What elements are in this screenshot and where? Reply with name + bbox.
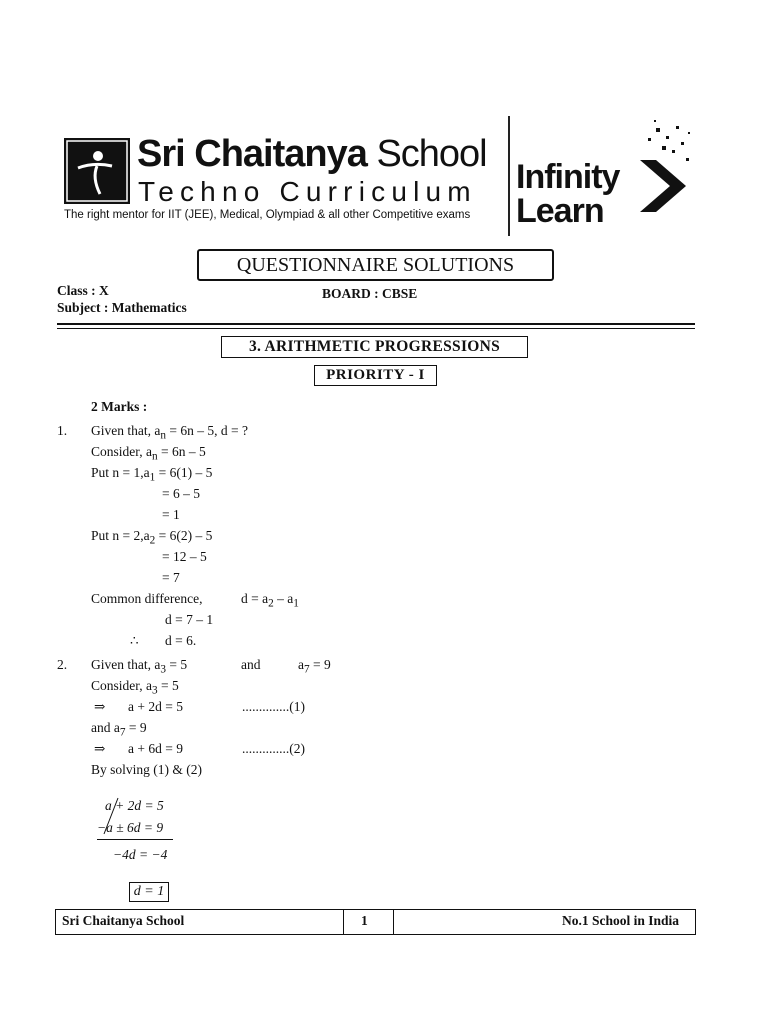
- therefore-symbol: ∴: [130, 633, 139, 648]
- elimination-equation: a + 2d = 5: [105, 798, 164, 813]
- solution-line: Put $n = 1,a_1 = 6(1) - 5$: [91, 465, 213, 484]
- divider: [57, 328, 695, 329]
- chevron-right-icon: [626, 118, 698, 228]
- equation-ref: ..............(1): [242, 699, 305, 714]
- solution-line: Consider, $a_n = 6n - 5$: [91, 444, 206, 463]
- elimination-equation: −a ± 6d = 9: [97, 820, 164, 835]
- implies-symbol: ⇒: [94, 741, 106, 756]
- brand-name: Sri Chaitanya School: [137, 133, 487, 175]
- solution-line: = 1: [162, 507, 180, 522]
- subject-label: Subject : Mathematics: [57, 300, 187, 315]
- brand-subtitle: Techno Curriculum: [138, 176, 477, 207]
- partner-logo-line1: Infinity: [516, 158, 620, 196]
- solution-line: Consider, $a_3 = 5$: [91, 678, 179, 697]
- brand-tagline: The right mentor for IIT (JEE), Medical, Olympiad & all other Competitive exams: [64, 209, 471, 221]
- question-number: 2.: [57, 657, 68, 672]
- solution-line: a + 6d = 9: [128, 741, 183, 756]
- solution-line: Given that, $a_3 = 5$: [91, 657, 188, 676]
- page-title: QUESTIONNAIRE SOLUTIONS: [197, 249, 554, 281]
- equation-ref: ..............(2): [242, 741, 305, 756]
- divider: [57, 323, 695, 325]
- elimination-result: −4d = −4: [113, 847, 168, 862]
- answer-box: d = 1: [129, 882, 169, 902]
- footer-divider: [393, 910, 394, 934]
- sum-line: [97, 839, 173, 840]
- solution-line: $a_7 = 9$: [298, 657, 331, 676]
- page-footer: [55, 909, 696, 935]
- class-label: Class : X: [57, 283, 109, 298]
- solution-line: = 6 – 5: [162, 486, 200, 501]
- solution-line: = 12 – 5: [162, 549, 207, 564]
- solution-line: and: [241, 657, 261, 672]
- chapter-title: 3. ARITHMETIC PROGRESSIONS: [221, 336, 528, 358]
- solution-line: $d = a_2 - a_1$: [241, 591, 299, 610]
- solution-line: Common difference,: [91, 591, 203, 606]
- solution-line: Given that, $a_n = 6n - 5$, d = ?: [91, 423, 248, 442]
- solution-line: = 7: [162, 570, 180, 585]
- implies-symbol: ⇒: [94, 699, 106, 714]
- solution-line: By solving (1) & (2): [91, 762, 202, 777]
- page-number: 1: [361, 913, 368, 928]
- footer-slogan: No.1 School in India: [561, 913, 679, 928]
- torch-figure-icon: [64, 138, 130, 204]
- header-divider: [508, 116, 510, 236]
- partner-logo-line2: Learn: [516, 192, 604, 230]
- solution-line: Put $n = 2,a_2 = 6(2) - 5$: [91, 528, 213, 547]
- footer-divider: [343, 910, 344, 934]
- solution-line: and $a_7 = 9$: [91, 720, 147, 739]
- school-logo-icon: [64, 138, 130, 204]
- marks-heading: 2 Marks :: [91, 399, 148, 414]
- board-label: BOARD : CBSE: [322, 286, 418, 301]
- solution-line: d = 7 – 1: [165, 612, 214, 627]
- solution-line: d = 6.: [165, 633, 197, 648]
- footer-school: Sri Chaitanya School: [62, 913, 185, 928]
- solution-line: a + 2d = 5: [128, 699, 183, 714]
- question-number: 1.: [57, 423, 68, 438]
- priority-label: PRIORITY - I: [314, 365, 437, 386]
